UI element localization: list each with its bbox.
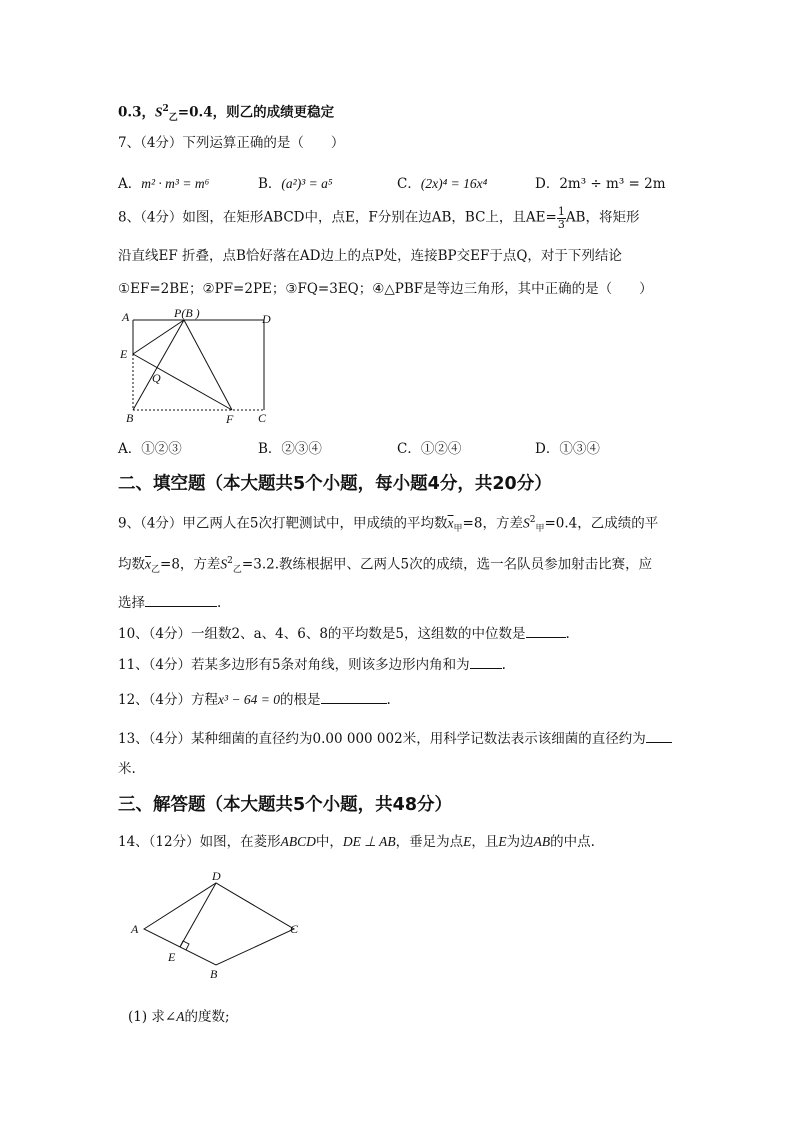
rhombus-abcd xyxy=(144,883,294,965)
q9-line-2: 均数$\overline{x}_乙=8$，方差$S^2_乙=3.2$.教练根据甲、乙两人5次的成绩，选一名队员参加射击比赛，应 xyxy=(118,556,653,576)
segment-de xyxy=(180,883,216,947)
q7-stem: 7、（4分）下列运算正确的是（ ） xyxy=(118,135,345,151)
q14-sub-1: (1) 求∠A的度数; xyxy=(128,1009,230,1025)
q8-option-d: D．①③④ xyxy=(535,441,600,457)
answer-blank xyxy=(321,691,387,704)
answer-blank xyxy=(526,625,566,638)
label-d: D xyxy=(262,312,271,326)
q8-option-c: C．①②④ xyxy=(397,441,462,457)
label-e: E xyxy=(168,950,176,964)
q14-stem: 14、（12分）如图，在菱形ABCD中，DE ⊥ AB，垂足为点E，且E为边AB的中点. xyxy=(118,834,595,850)
q10: 10、（4分）一组数2、a、4、6、8的平均数是5，这组数的中位数是 . xyxy=(118,626,570,642)
label-b: B xyxy=(210,967,218,980)
q8-rectangle-figure xyxy=(114,304,274,428)
answer-blank xyxy=(646,730,672,743)
label-e: E xyxy=(120,347,128,361)
label-a: A xyxy=(131,922,139,936)
section-3-heading: 三、解答题（本大题共5个小题，共48分） xyxy=(118,795,453,815)
label-b: B xyxy=(126,411,134,425)
label-d: D xyxy=(212,869,221,883)
label-c: C xyxy=(258,411,267,425)
fraction-one-third: $\frac{1}{3}$ xyxy=(557,205,565,231)
section-2-heading: 二、填空题（本大题共5个小题，每小题4分，共20分） xyxy=(118,474,552,494)
q12: 12、（4分）方程x³ − 64 = 0的根是 . xyxy=(118,692,391,708)
q13-line-2: 米. xyxy=(118,761,136,777)
q8-option-a: A．①②③ xyxy=(118,441,182,457)
q7-option-d: D．2m³ ÷ m³ = 2m xyxy=(535,176,666,192)
label-f: F xyxy=(226,412,234,426)
q8-option-b: B．②③④ xyxy=(258,441,322,457)
q8-line-2: 沿直线EF 折叠，点B恰好落在AD边上的点P处，连接BP交EF于点Q，对于下列结论 xyxy=(118,248,622,264)
q11: 11、（4分）若某多边形有5条对角线，则该多边形内角和为 . xyxy=(118,657,506,673)
label-p: P(B ) xyxy=(174,306,200,320)
q14-rhombus-figure xyxy=(128,868,308,980)
q8-line-1: 8、（4分）如图，在矩形ABCD中，点E，F分别在边AB，BC上，且AE= $\frac{1}{3}$ AB，将矩形 xyxy=(118,205,640,231)
segment-bp xyxy=(133,320,184,410)
q13: 13、（4分）某种细菌的直径约为0.00 000 002米，用科学记数法表示该细菌的直径约为 xyxy=(118,730,672,747)
label-c: C xyxy=(290,922,299,936)
label-a: A xyxy=(122,310,130,324)
q8-line-3: ①EF=2BE；②PF=2PE；③FQ=3EQ；④△PBF是等边三角形，其中正确的是（ ） xyxy=(118,281,653,297)
q9-line-1: 9、（4分）甲乙两人在5次打靶测试中，甲成绩的平均数$\overline{x}_甲=8$，方差$S^2_甲=0.4$，乙成绩的平 xyxy=(118,515,659,535)
segment-pe xyxy=(133,320,184,354)
q7-option-b: B．(a²)³ = a⁵ xyxy=(258,176,333,192)
q9-line-3: 选择 . xyxy=(118,595,222,611)
q7-option-a: A．m² · m³ = m⁶ xyxy=(118,176,210,192)
label-q: Q xyxy=(152,371,161,385)
answer-blank xyxy=(470,656,502,669)
q7-option-c: C．(2x)⁴ = 16x⁴ xyxy=(397,176,488,192)
q6-tail: 0.3，$S^2_乙=0.4$，则乙的成绩更稳定 xyxy=(118,104,335,124)
answer-blank xyxy=(145,594,217,607)
